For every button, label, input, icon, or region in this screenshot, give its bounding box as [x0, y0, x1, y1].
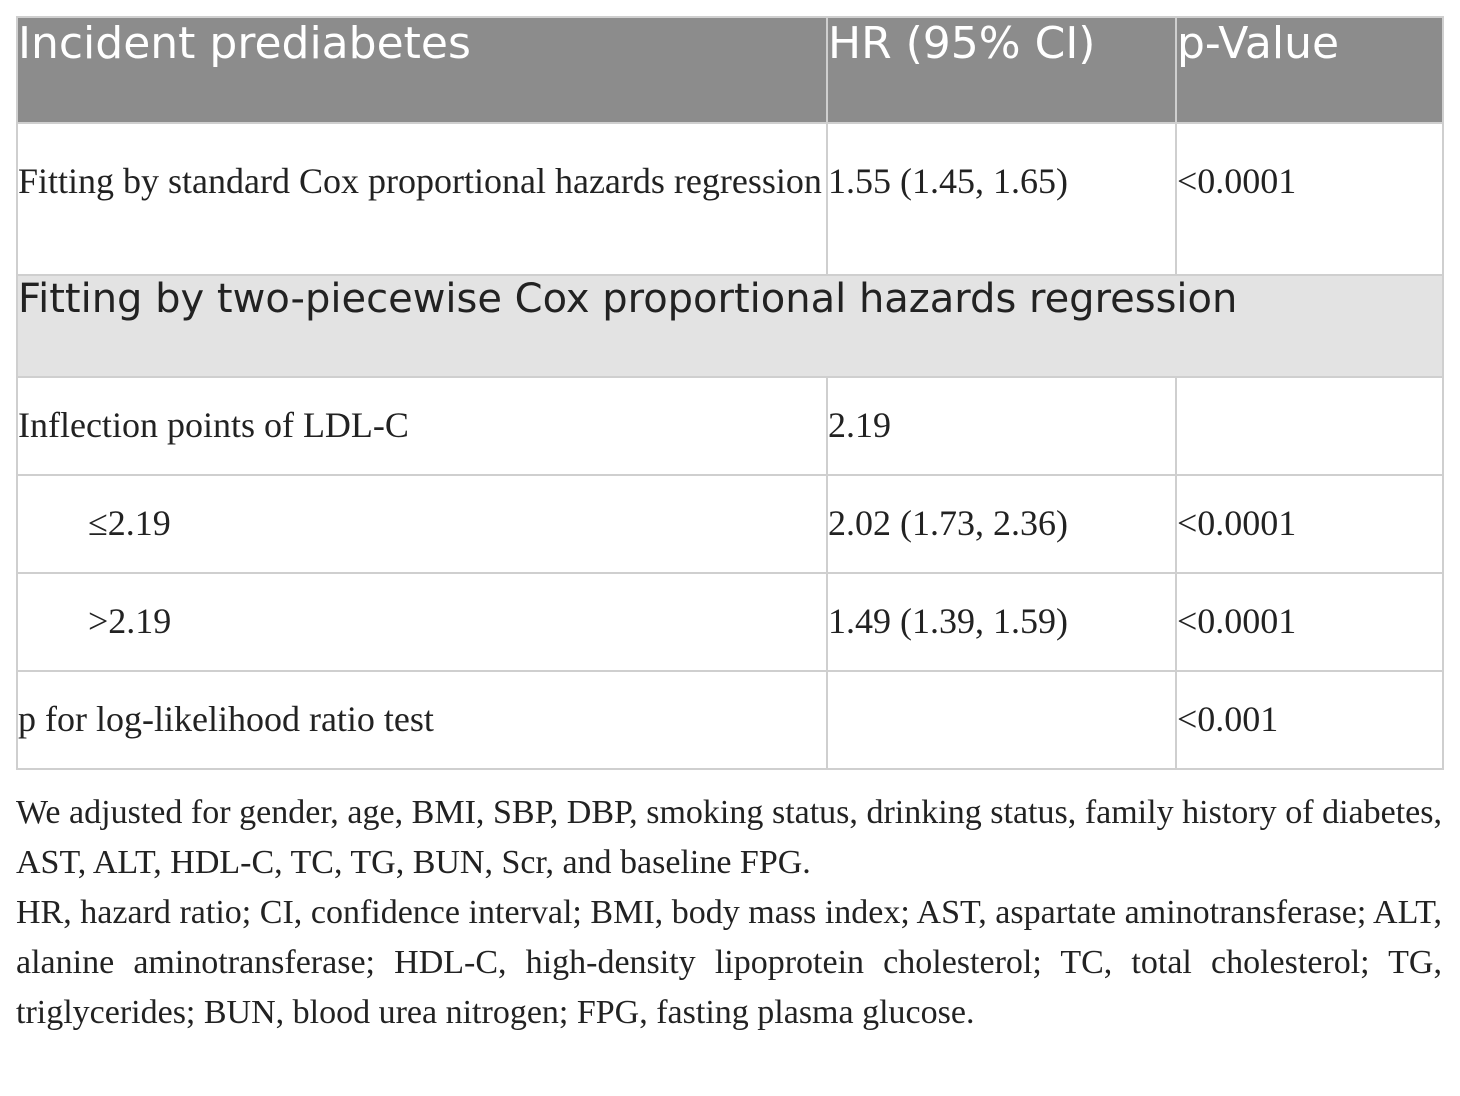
- row-hr: 2.19: [827, 377, 1176, 475]
- row-label: >2.19: [17, 573, 827, 671]
- row-label: Inflection points of LDL-C: [17, 377, 827, 475]
- row-label: ≤2.19: [17, 475, 827, 573]
- header-hr: HR (95% CI): [827, 17, 1176, 123]
- row-p-value: <0.0001: [1176, 475, 1443, 573]
- table-header-row: [17, 17, 1443, 123]
- row-hr: [827, 671, 1176, 769]
- header-outcome: Incident prediabetes: [17, 17, 827, 123]
- table-row: [17, 123, 1443, 275]
- row-label: Fitting by standard Cox proportional hazards regression: [17, 123, 827, 275]
- section-label: Fitting by two-piecewise Cox proportional hazards regression: [17, 275, 1443, 377]
- header-p-value: p-Value: [1176, 17, 1443, 123]
- footnote-abbreviations: HR, hazard ratio; CI, confidence interval; BMI, body mass index; AST, aspartate aminotransferase; ALT, alanine aminotransferase; HDL-C, high-density lipoprotein cholesterol; TC, total cholesterol; TG, triglycerides; BUN, blood urea nitrogen; FPG, fasting plasma glucose.: [16, 894, 1442, 1031]
- table-footnotes: [16, 788, 1442, 1038]
- table-row: [17, 671, 1443, 769]
- row-p-value: [1176, 377, 1443, 475]
- table-row: [17, 573, 1443, 671]
- row-p-value: <0.0001: [1176, 573, 1443, 671]
- section-row: [17, 275, 1443, 377]
- row-hr: 1.49 (1.39, 1.59): [827, 573, 1176, 671]
- row-p-value: <0.0001: [1176, 123, 1443, 275]
- row-hr: 2.02 (1.73, 2.36): [827, 475, 1176, 573]
- results-table-container: [16, 16, 1442, 1038]
- row-hr: 1.55 (1.45, 1.65): [827, 123, 1176, 275]
- table-row: [17, 475, 1443, 573]
- footnote-adjustment: We adjusted for gender, age, BMI, SBP, DBP, smoking status, drinking status, family history of diabetes, AST, ALT, HDL-C, TC, TG, BUN, Scr, and baseline FPG.: [16, 794, 1442, 881]
- row-p-value: <0.001: [1176, 671, 1443, 769]
- table-row: [17, 377, 1443, 475]
- row-label: p for log-likelihood ratio test: [17, 671, 827, 769]
- results-table: [16, 16, 1444, 770]
